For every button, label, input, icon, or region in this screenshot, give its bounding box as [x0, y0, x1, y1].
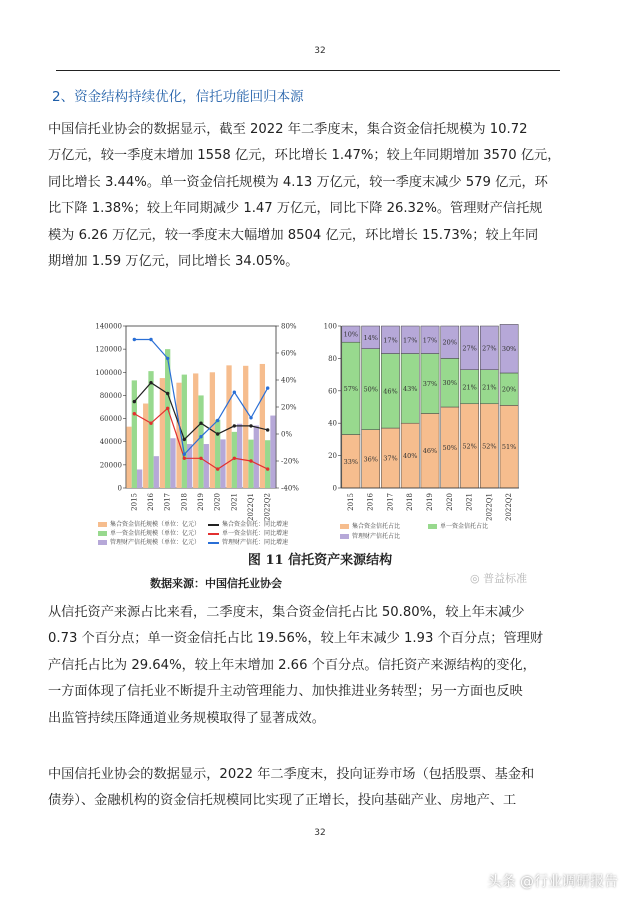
x-tick-label: 2015: [346, 493, 355, 511]
data-label: 36%: [363, 455, 378, 464]
x-tick-label: 2021: [230, 493, 239, 511]
text-line: 0.73 个百分点；单一资金信托占比 19.56%，较上年末减少 1.93 个百分点；管理财: [48, 631, 544, 647]
legend-item: [208, 519, 288, 528]
chart-trust-scale: [88, 318, 303, 522]
line-point: [266, 428, 269, 431]
line-point: [216, 419, 219, 422]
paragraph-scale: [48, 117, 568, 275]
wechat-watermark-text: 普益标准: [483, 572, 528, 585]
line-point: [183, 457, 186, 460]
line-point: [199, 435, 202, 438]
x-tick-label: 2022Q1: [247, 493, 255, 522]
y-tick-label: 0: [117, 484, 122, 493]
legend-item: [98, 519, 200, 528]
wechat-watermark: [470, 570, 527, 586]
x-tick-label: 2016: [147, 493, 155, 511]
x-tick-label: 2022Q1: [485, 493, 494, 522]
data-label: 37%: [383, 454, 398, 463]
x-tick-label: 2016: [366, 493, 375, 511]
y2-tick-label: 80%: [281, 322, 297, 331]
x-tick-label: 2015: [130, 493, 139, 511]
line-point: [266, 386, 269, 389]
data-label: 33%: [343, 457, 359, 466]
bar-mark: [132, 380, 137, 488]
y2-tick-label: 60%: [281, 349, 297, 358]
bar-mark: [148, 371, 153, 488]
bar-mark: [160, 378, 165, 488]
bar-mark: [226, 365, 231, 488]
figure-caption: 图 11 信托资产来源结构: [247, 553, 393, 568]
legend-item: [208, 528, 288, 537]
legend-swatch: [208, 533, 219, 535]
chart-source-share: [323, 318, 525, 522]
y-tick-label: 60000: [99, 415, 122, 424]
text-line: 比下降 1.38%；较上年同期减少 1.47 万亿元，同比下降 26.32%。管理财产信托规: [48, 201, 543, 217]
text-line: 同比增长 3.44%。单一资金信托规模为 4.13 万亿元，较一季度末减少 579 亿元，环: [48, 174, 548, 190]
line-point: [266, 467, 269, 470]
paragraph-investment: [48, 762, 568, 815]
data-label: 46%: [422, 447, 438, 456]
line-point: [149, 338, 152, 341]
legend-swatch: [340, 534, 349, 539]
figure-source: 数据来源：中国信托业协会: [150, 577, 282, 590]
y2-tick-label: 20%: [281, 403, 297, 412]
line-point: [166, 407, 169, 410]
line-point: [233, 390, 236, 393]
legend-label: 集合资金信托：同比增速: [222, 521, 289, 528]
data-label: 20%: [501, 385, 517, 394]
bar-mark: [248, 440, 253, 488]
x-tick-label: 2020: [445, 493, 454, 511]
legend-swatch: [340, 524, 349, 529]
bar-mark: [254, 426, 259, 488]
text-line: 从信托资产来源占比来看，二季度末，集合资金信托占比 50.80%，较上年末减少: [48, 605, 525, 620]
line-point: [133, 412, 136, 415]
data-label: 57%: [343, 384, 359, 393]
y-tick-label: 40: [328, 419, 337, 428]
data-label: 37%: [422, 380, 438, 389]
legend-label: 单一资金信托规模（单位：亿元）: [110, 530, 201, 537]
y-tick-label: 100: [323, 322, 337, 331]
legend-right: [340, 521, 540, 545]
legend-item: [340, 521, 400, 530]
legend-label: 管理财产信托：同比增速: [222, 539, 289, 546]
data-label: 21%: [482, 383, 497, 392]
bar-mark: [204, 444, 209, 488]
line-point: [249, 416, 252, 419]
line-point: [233, 424, 236, 427]
data-label: 30%: [442, 379, 458, 388]
page-number-top: 32: [314, 46, 326, 56]
data-label: 40%: [402, 452, 418, 461]
bar-mark: [270, 416, 275, 488]
data-label: 46%: [383, 387, 398, 396]
data-label: 21%: [462, 383, 477, 392]
legend-item: [428, 521, 488, 530]
y2-tick-label: -40%: [281, 484, 299, 493]
bar-mark: [170, 438, 175, 488]
bar-mark: [265, 440, 270, 488]
line-point: [183, 438, 186, 441]
line-point: [216, 467, 219, 470]
legend-label: 单一资金信托：同比增速: [222, 530, 289, 537]
y-tick-label: 20: [328, 452, 337, 461]
legend-item: [208, 537, 288, 546]
data-label: 30%: [501, 345, 517, 354]
line-point: [249, 424, 252, 427]
line-point: [133, 400, 136, 403]
y-tick-label: 60: [328, 387, 337, 396]
toutiao-watermark: 头条 @行业调研报告: [487, 874, 618, 890]
legend-label: 集合资金信托占比: [352, 523, 401, 530]
data-label: 27%: [482, 344, 497, 353]
legend-swatch: [208, 542, 219, 544]
legend-swatch: [208, 524, 219, 526]
bar-mark: [215, 420, 220, 488]
text-line: 万亿元，较一季度末增加 1558 亿元，环比增长 1.47%；较上年同期增加 3570 亿元，: [48, 148, 561, 164]
line-point: [166, 392, 169, 395]
bar-mark: [137, 469, 142, 488]
text-line: 中国信托业协会的数据显示，2022 年二季度末，投向证券市场（包括股票、基金和: [48, 767, 535, 782]
line-point: [199, 422, 202, 425]
data-label: 50%: [363, 385, 378, 394]
legend-label: 单一资金信托占比: [440, 523, 489, 530]
x-tick-label: 2020: [213, 493, 222, 511]
legend-item: [98, 537, 200, 546]
legend-item: [98, 528, 200, 537]
header-rule: [56, 70, 560, 71]
x-tick-label: 2017: [386, 493, 395, 511]
legend-label: 集合资金信托规模（单位：亿元）: [110, 521, 201, 528]
legend-swatch: [98, 531, 107, 536]
x-tick-label: 2017: [163, 493, 172, 511]
line-point: [216, 432, 219, 435]
y2-tick-label: 0%: [281, 430, 293, 439]
x-tick-label: 2022Q2: [263, 493, 272, 522]
data-label: 43%: [402, 384, 418, 393]
line-point: [166, 357, 169, 360]
y-tick-label: 0: [332, 484, 337, 493]
text-line: 期增加 1.59 万亿元，同比增长 34.05%。: [48, 254, 299, 270]
text-line: 出监管持续压降通道业务规模取得了显著成效。: [48, 710, 325, 726]
x-tick-label: 2018: [406, 493, 415, 511]
bar-mark: [126, 427, 131, 488]
data-label: 52%: [462, 442, 477, 451]
text-line: 产信托占比为 29.64%，较上年末增加 2.66 个百分点。信托资产来源结构的变化，: [48, 657, 536, 673]
line-point: [149, 422, 152, 425]
y-tick-label: 80000: [99, 391, 122, 400]
text-line: 一方面体现了信托业不断提升主动管理能力、加快推进业务转型；另一方面也反映: [48, 684, 523, 700]
bar-mark: [260, 364, 265, 488]
line-point: [133, 338, 136, 341]
y-tick-label: 40000: [99, 438, 122, 447]
x-tick-label: 2021: [465, 493, 474, 511]
x-tick-label: 2019: [197, 493, 205, 511]
data-label: 10%: [343, 330, 359, 339]
line-point: [149, 381, 152, 384]
line-point: [183, 453, 186, 456]
data-label: 52%: [482, 442, 497, 451]
y-tick-label: 140000: [95, 322, 122, 331]
legend-label: 管理财产信托规模（单位：亿元）: [110, 539, 201, 546]
legend-left: [98, 519, 318, 549]
bar-mark: [154, 456, 159, 488]
text-line: 债券）、金融机构的资金信托规模同比实现了正增长，投向基础产业、房地产、工: [48, 793, 517, 809]
legend-swatch: [98, 540, 107, 545]
x-tick-label: 2018: [180, 493, 189, 511]
paragraph-structure: [48, 600, 568, 732]
text-line: 模为 6.26 万亿元，较一季度末大幅增加 8504 亿元，环比增长 15.73%；较上年同: [48, 227, 539, 243]
text-line: 中国信托业协会的数据显示，截至 2022 年二季度末，集合资金信托规模为 10.72: [48, 122, 528, 137]
y-tick-label: 120000: [95, 345, 122, 354]
data-label: 17%: [422, 336, 438, 345]
data-label: 14%: [363, 333, 378, 342]
data-label: 51%: [501, 443, 517, 452]
page-number-bottom: 32: [314, 828, 326, 838]
y-tick-label: 100000: [95, 368, 122, 377]
bar-mark: [243, 366, 248, 488]
y-tick-label: 80: [328, 354, 337, 363]
legend-item: [340, 531, 400, 540]
y2-tick-label: -20%: [281, 457, 299, 466]
wechat-icon: ◎: [470, 572, 484, 585]
section-heading: 2、资金结构持续优化，信托功能回归本源: [52, 89, 304, 105]
x-tick-label: 2022Q2: [505, 493, 514, 522]
legend-swatch: [98, 522, 107, 527]
y-tick-label: 20000: [99, 461, 122, 470]
legend-swatch: [428, 524, 437, 529]
x-tick-label: 2019: [426, 493, 434, 511]
bar-mark: [198, 395, 203, 488]
bar-mark: [220, 439, 225, 488]
data-label: 17%: [383, 336, 398, 345]
data-label: 17%: [402, 336, 418, 345]
legend-label: 管理财产信托占比: [352, 533, 401, 540]
bar-mark: [237, 424, 242, 488]
bar-mark: [143, 404, 148, 488]
line-point: [249, 459, 252, 462]
data-label: 27%: [462, 344, 477, 353]
bar-mark: [182, 375, 187, 488]
y2-tick-label: 40%: [281, 376, 297, 385]
line-point: [199, 457, 202, 460]
data-label: 20%: [442, 338, 458, 347]
data-label: 50%: [442, 444, 458, 452]
line-point: [233, 457, 236, 460]
